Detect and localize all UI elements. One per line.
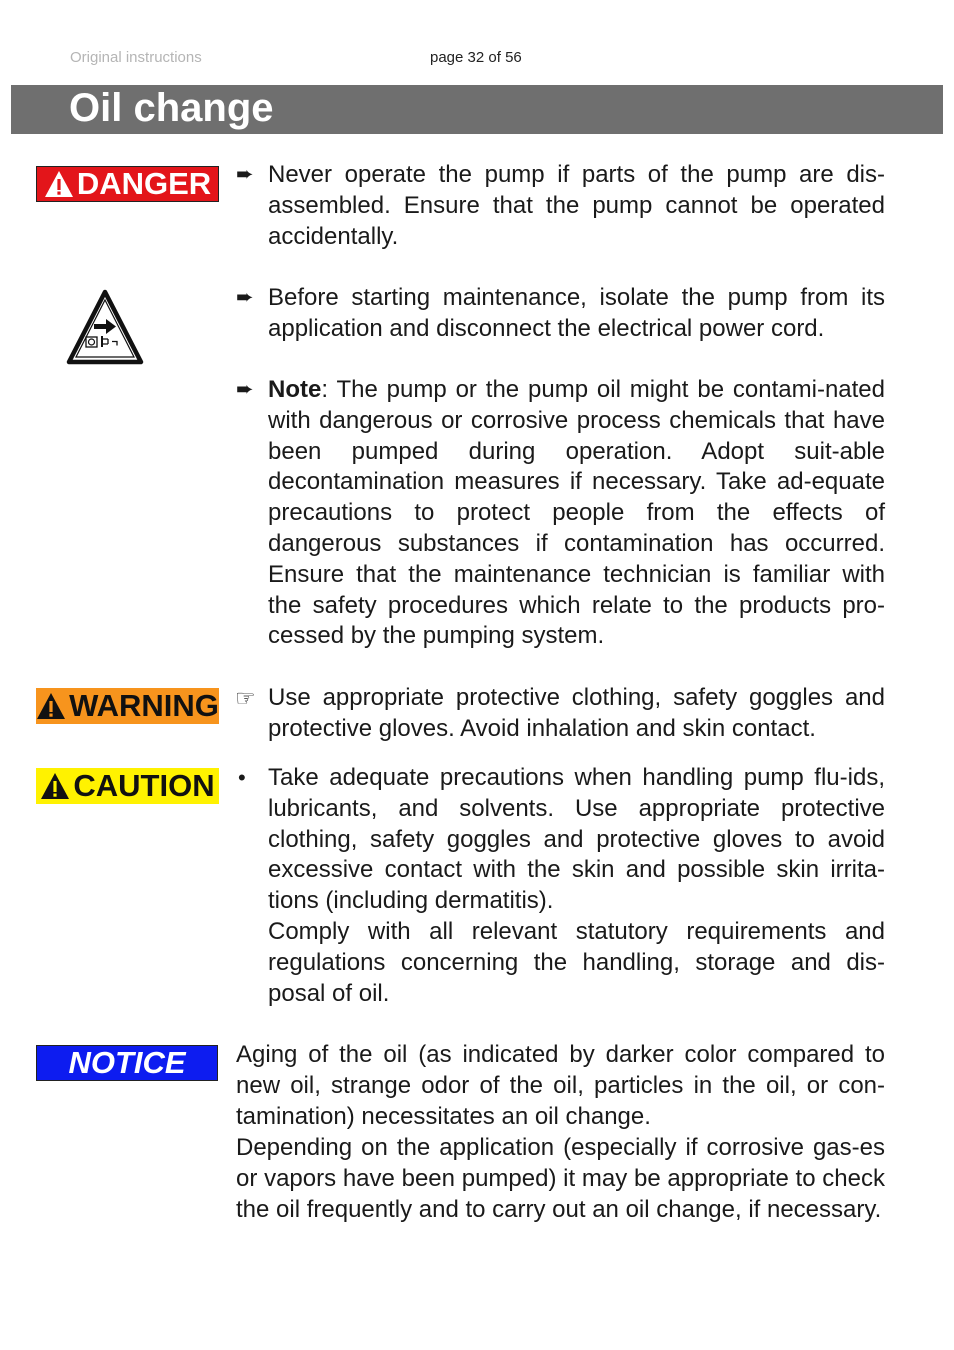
- right-arrow-icon: ➨: [236, 163, 254, 186]
- notice-paragraph-2: Depending on the application (especially if corrosive gas-es or vapors have been pumped) it may be appropriate to check the oil frequently and to carry out an oil change, if necessary.: [236, 1134, 885, 1223]
- danger-badge: [36, 166, 219, 202]
- right-arrow-icon: ➨: [236, 378, 254, 401]
- disconnect-power-warning-icon: [66, 289, 144, 365]
- caution-item-2: Comply with all relevant statutory requirements and regulations concerning the handling, storage and dis-posal of oil.: [268, 918, 885, 1007]
- right-arrow-icon: ➨: [236, 286, 254, 309]
- notice-label: NOTICE: [68, 1045, 186, 1080]
- notice-paragraph-1: Aging of the oil (as indicated by darker color compared to new oil, strange odor of the oil, particles in the oil, or con-tamination) necessitates an oil change.: [236, 1041, 885, 1130]
- danger-item-3: [268, 375, 885, 652]
- title-bar: [11, 85, 943, 134]
- warning-label: WARNING: [69, 688, 219, 723]
- pointing-hand-icon: ☞: [235, 685, 256, 711]
- note-text: : The pump or the pump oil might be contami-nated with dangerous or corrosive process chemicals that have been pumped during operation. Adopt suit-able decontamination measures if necessary. Take ad-equate precautions to protect people from the effects of dangerous substances if contamination has occurred. Ensure that the maintenance technician is familiar with the safety procedures which relate to the products pro-cessed by the pumping system.: [268, 376, 885, 650]
- warning-triangle-icon: [36, 692, 66, 720]
- bullet-dot: •: [238, 765, 246, 790]
- header-doc-label: Original instructions: [70, 49, 202, 66]
- notice-badge: [36, 1045, 218, 1081]
- danger-item-2: Before starting maintenance, isolate the pump from its application and disconnect the electrical power cord.: [268, 284, 885, 342]
- page-title: Oil change: [69, 86, 274, 130]
- page-number: page 32 of 56: [430, 49, 522, 66]
- danger-item-1: Never operate the pump if parts of the pump are dis-assembled. Ensure that the pump cannot be operated accidentally.: [268, 161, 885, 250]
- warning-triangle-icon: [44, 170, 74, 198]
- warning-item-1: Use appropriate protective clothing, safety goggles and protective gloves. Avoid inhalation and skin contact.: [268, 684, 885, 742]
- caution-label: CAUTION: [73, 768, 215, 803]
- caution-badge: [36, 768, 219, 804]
- danger-label: DANGER: [76, 166, 212, 201]
- warning-triangle-icon: [40, 772, 70, 800]
- note-label: Note: [268, 376, 322, 403]
- caution-item-1: Take adequate precautions when handling pump flu-ids, lubricants, and solvents. Use appropriate protective clothing, safety goggles and protective gloves to avoid excessive contact with the skin and possible skin irrita-tions (including dermatitis).: [268, 764, 885, 915]
- warning-badge: [36, 688, 219, 724]
